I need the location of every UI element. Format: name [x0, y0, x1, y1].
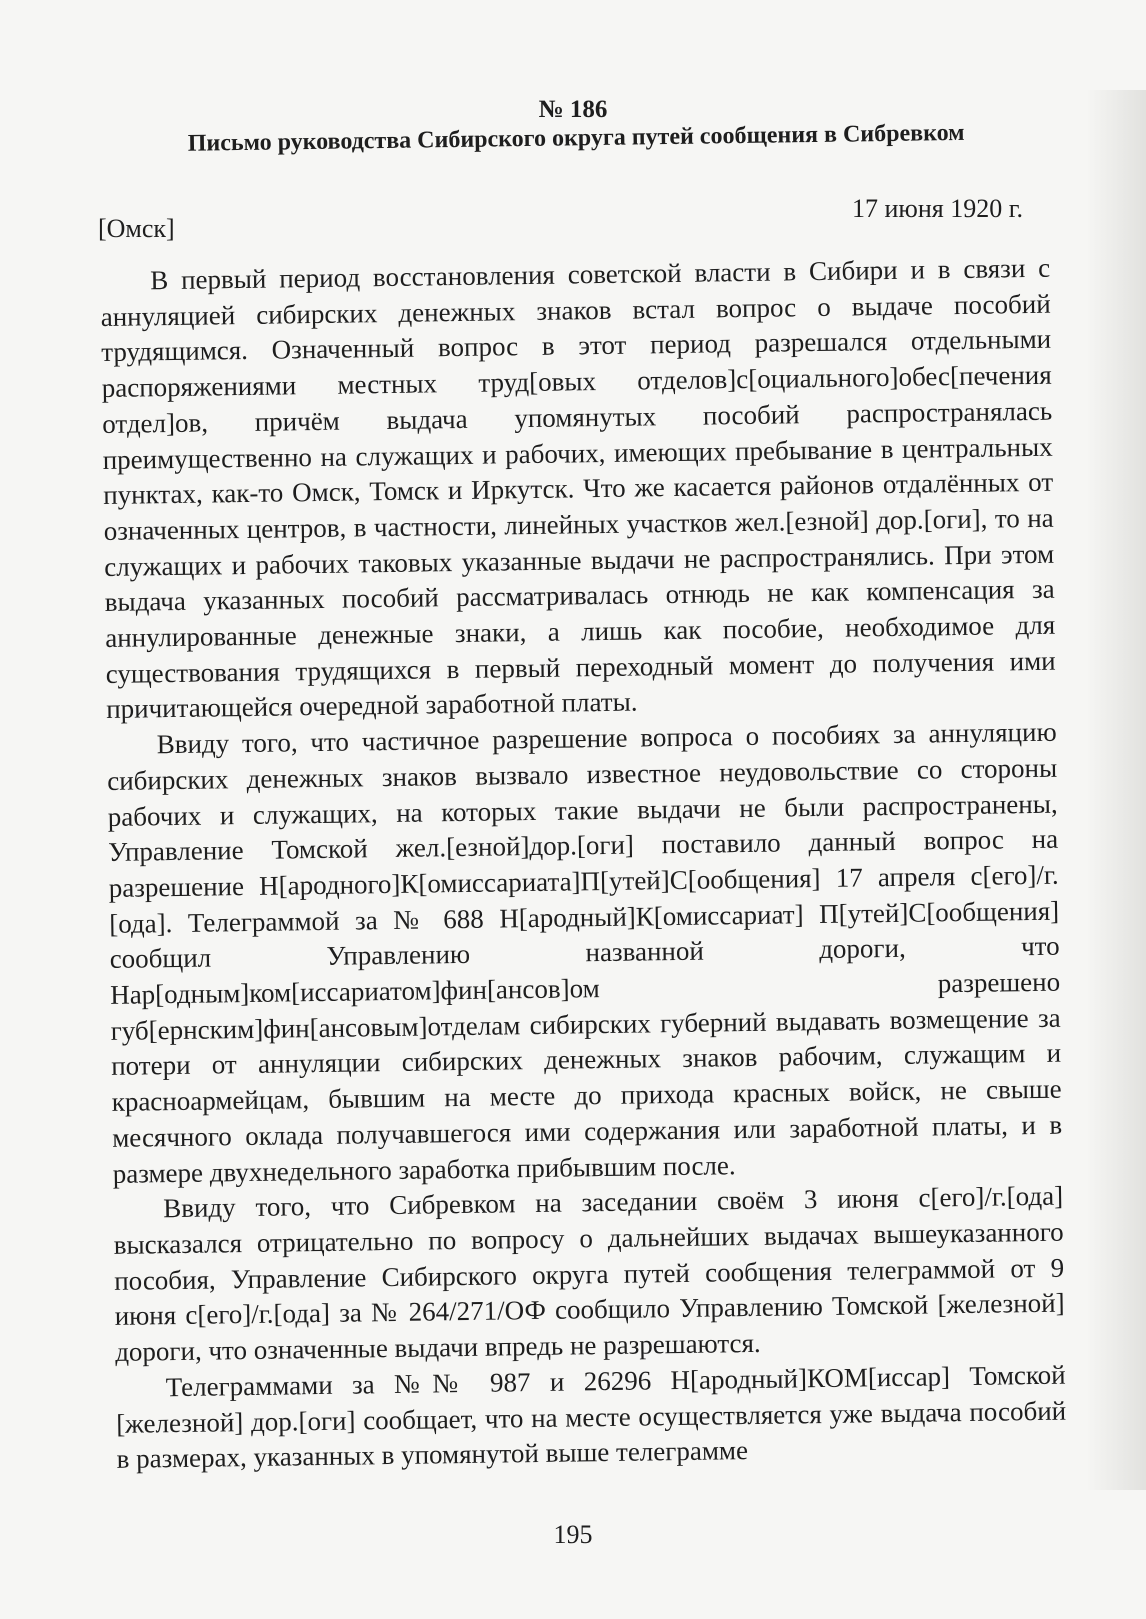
paragraph: Ввиду того, что частичное разрешение вопроса о пособиях за аннуляцию сибирских денежных знаков вызвало известное неудовольствие со стороны рабочих и служащих, на которых такие выдачи не были распространены, Управление Томской жел.[езной]дор.[оги] поставило данный вопрос на разрешение Н[ародного]К[омиссариата]П[утей]С[ообщения] 17 апреля с[его]/г.[ода]. Телеграммой за № 688 Н[ародный]К[омиссариат] П[утей]С[ообщения] сообщил Управлению названной дороги, что Нар[одным]ком[иссариатом]фин[ансов]ом разрешено губ[ернским]фин[ансовым]отделам сибирских губерний выдавать возмещение за потери от аннуляции сибирских денежных знаков рабочим, служащим и красноармейцам, бывшим на месте до прихода красных войск, не свыше месячного оклада получавшегося ими содержания или заработной платы, и в размере двухнедельного заработка прибывшим после.	[107, 716, 1063, 1189]
page-edge-shadow	[1086, 90, 1146, 1490]
page-number: 195	[553, 1520, 593, 1549]
document-title: Письмо руководства Сибирского округа путей сообщения в Сибревком	[187, 119, 965, 157]
paragraph: Ввиду того, что Сибревком на заседании своём 3 июня с[его]/г.[ода] высказался отрицательно по вопросу о дальнейших выдачах вышеуказанного пособия, Управление Сибирского округа путей сообщения телеграммой от 9 июня с[его]/г.[ода] за № 264/271/ОФ сообщило Управлению Томской [железной] дороги, что означенные выдачи впредь не разрешаются.	[113, 1180, 1065, 1367]
paragraph: В первый период восстановления советской власти в Сибири и в связи с аннуляцией сибирских денежных знаков встал вопрос о выдаче пособий трудящимся. Означенный вопрос в этот период разрешался отдельными распоряжениями местных труд[овых отделов]с[оциального]обес[печения отдел]ов, причём выдача упомянутых пособий распространялась преимущественно на служащих и рабочих, имеющих пребывание в центральных пунктах, как-то Омск, Томск и Иркутск. Что же касается районов отдалённых от означенных центров, в частности, линейных участков жел.[езной] дор.[оги], то на служащих и рабочих таковых указанные выдачи не распространялись. При этом выдача указанных пособий рассматривалась отнюдь не как компенсация за аннулированные денежные знаки, а лишь как пособие, необходимое для существования трудящихся в первый переходный момент до получения ими причитающейся очередной заработной платы.	[100, 252, 1056, 725]
document-number: № 186	[538, 96, 608, 123]
paragraph: Телеграммами за №№ 987 и 26296 Н[ародный]КОМ[иссар] Томской [железной] дор.[оги] сообщает, что на месте осуществляется уже выдача пособий в размерах, указанных в упомянутой выше телеграмме	[115, 1359, 1067, 1475]
document-place: [Омск]	[98, 214, 175, 243]
document-body	[100, 251, 1067, 1478]
document-date: 17 июня 1920 г.	[852, 194, 1023, 223]
